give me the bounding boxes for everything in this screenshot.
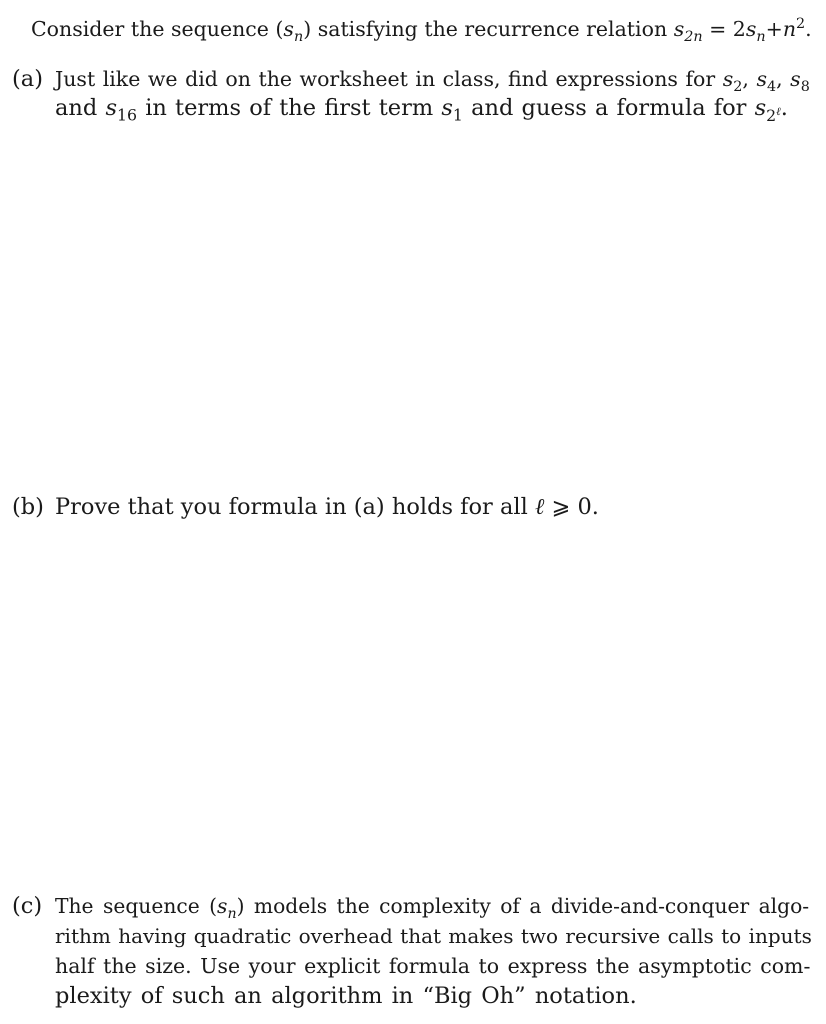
ell-symbol: ℓ: [534, 494, 545, 520]
rec-rhs-variable: s: [745, 17, 757, 41]
s2-variable: s: [722, 67, 734, 91]
intro-text-before: Consider the sequence (: [31, 17, 284, 41]
seq-subscript: n: [293, 29, 304, 46]
part-a-and: and: [55, 95, 98, 121]
rec-n: n: [782, 17, 797, 41]
part-a-text-1: Just like we did on the worksheet in class, find expressions for: [55, 67, 716, 91]
part-c-line-2: rithm having quadratic overhead that makes two recursive calls to inputs: [55, 924, 812, 948]
part-b-label: (b): [12, 494, 44, 520]
part-c-line-3: half the size. Use your explicit formula to express the asymptotic com-: [55, 954, 811, 978]
s16-subscript: 16: [117, 105, 138, 125]
intro-statement: [31, 14, 812, 44]
part-a-text-2: in terms of the first term: [145, 95, 434, 121]
rec-end: .: [805, 17, 812, 41]
part-a-line-2: [55, 93, 788, 123]
part-c-line-4: plexity of such an algorithm in “Big Oh” notation.: [55, 983, 637, 1009]
s1-subscript: 1: [452, 105, 463, 125]
part-c-line-1: [55, 891, 809, 921]
part-c-text-before: The sequence (: [55, 894, 218, 918]
part-a-line-1: [55, 64, 810, 94]
rec-equals: = 2: [702, 17, 746, 41]
s1-variable: s: [441, 95, 453, 121]
s4-variable: s: [756, 67, 767, 91]
seq-variable: s: [283, 17, 294, 41]
part-b-line: [55, 492, 599, 522]
s16-variable: s: [105, 95, 118, 121]
part-c-seq-subscript: n: [227, 905, 237, 922]
part-a-text-3: and guess a formula for: [471, 95, 747, 121]
part-c-text-after: ) models the complexity of a divide-and-conquer algo-: [236, 894, 810, 918]
rec-plus: +: [765, 17, 783, 41]
part-b-text: Prove that you formula in (a) holds for all: [55, 494, 528, 520]
s4-subscript: 4: [766, 79, 777, 96]
rec-rhs-subscript: n: [756, 29, 766, 46]
part-c-seq-variable: s: [217, 894, 228, 918]
sep-1: ,: [742, 67, 757, 91]
s2l-subscript: [766, 106, 781, 125]
part-a-period: .: [780, 95, 788, 121]
part-a-label: (a): [12, 66, 43, 92]
s2l-superscript: ℓ: [776, 104, 781, 118]
rec-exponent: 2: [796, 16, 806, 33]
sep-2: ,: [776, 67, 791, 91]
part-b-relation: ⩾ 0.: [544, 494, 599, 520]
s8-variable: s: [790, 67, 801, 91]
intro-text-mid: ) satisfying the recurrence relation: [303, 17, 668, 41]
s8-subscript: 8: [800, 79, 810, 96]
part-c-label: (c): [12, 893, 43, 919]
s2l-sub-base: 2: [766, 105, 777, 125]
rec-lhs-subscript: 2n: [684, 29, 703, 46]
s2-subscript: 2: [733, 79, 743, 96]
rec-lhs-variable: s: [673, 17, 685, 41]
s2l-variable: s: [754, 95, 767, 121]
